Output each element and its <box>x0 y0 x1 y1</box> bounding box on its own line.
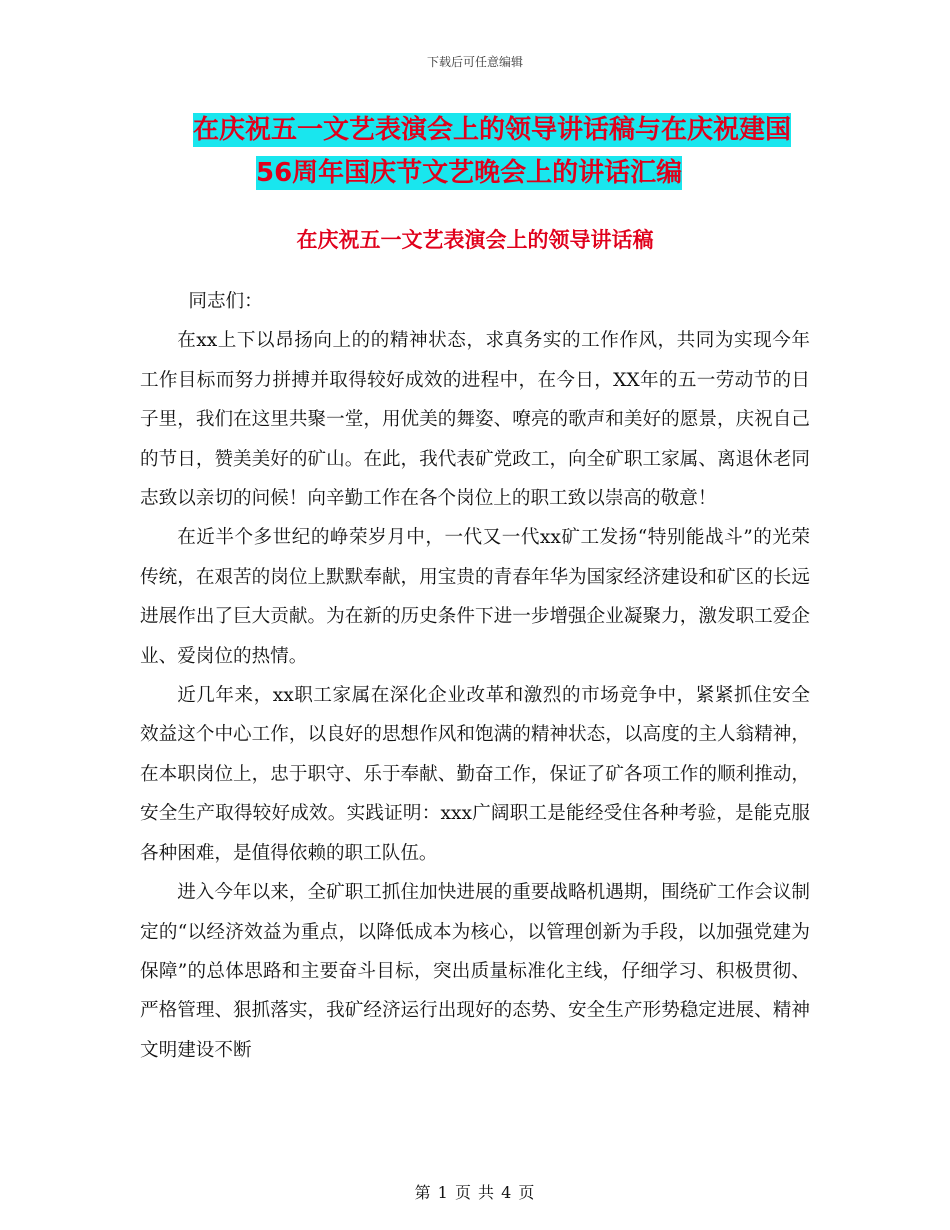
paragraph: 近几年来，xx职工家属在深化企业改革和激烈的市场竞争中，紧紧抓住安全效益这个中心工作，以良好的思想作风和饱满的精神状态，以高度的主人翁精神，在本职岗位上，忠于职守、乐于奉献、勤奋工作，保证了矿各项工作的顺利推动，安全生产取得较好成效。实践证明：xxx广阔职工是能经受住各种考验，是能克服各种困难，是值得依赖的职工队伍。 <box>140 685 810 864</box>
document-title-line-1-text: 在庆祝五一文艺表演会上的领导讲话稿与在庆祝建国 <box>193 115 792 145</box>
document-title-line-1 <box>193 114 813 146</box>
salutation: 同志们： <box>188 291 263 312</box>
section-title: 在庆祝五一文艺表演会上的领导讲话稿 <box>296 228 654 252</box>
paragraph: 在xx上下以昂扬向上的的精神状态，求真务实的工作作风，共同为实现今年工作目标而努力拼搏并取得较好成效的进程中，在今日，XX年的五一劳动节的日子里，我们在这里共聚一堂，用优美的舞姿、嘹亮的歌声和美好的愿景，庆祝自己的节日，赞美美好的矿山。在此，我代表矿党政工，向全矿职工家属、离退休老同志致以亲切的问候！向辛勤工作在各个岗位上的职工致以崇高的敬意！ <box>140 330 810 510</box>
page-header-note: 下载后可任意编辑 <box>426 55 523 69</box>
paragraph: 在近半个多世纪的峥荣岁月中，一代又一代xx矿工发扬“特别能战斗”的光荣传统，在艰苦的岗位上默默奉献，用宝贵的青春年华为国家经济建设和矿区的长远进展作出了巨大贡献。为在新的历史条件下进一步增强企业凝聚力，激发职工爱企业、爱岗位的热情。 <box>140 527 810 667</box>
document-title-line-2-text: 56周年国庆节文艺晚会上的讲话汇编 <box>256 158 683 188</box>
paragraph: 进入今年以来，全矿职工抓住加快进展的重要战略机遇期，围绕矿工作会议制定的“以经济效益为重点，以降低成本为核心，以管理创新为手段，以加强党建为保障”的总体思路和主要奋斗目标，突出质量标准化主线，仔细学习、积极贯彻、严格管理、狠抓落实，我矿经济运行出现好的态势、安全生产形势稳定进展、精神文明建设不断 <box>140 882 810 1061</box>
document-body <box>140 282 810 1070</box>
document-title-line-2 <box>256 157 716 189</box>
page-footer: 第 1 页 共 4 页 <box>414 1183 536 1202</box>
